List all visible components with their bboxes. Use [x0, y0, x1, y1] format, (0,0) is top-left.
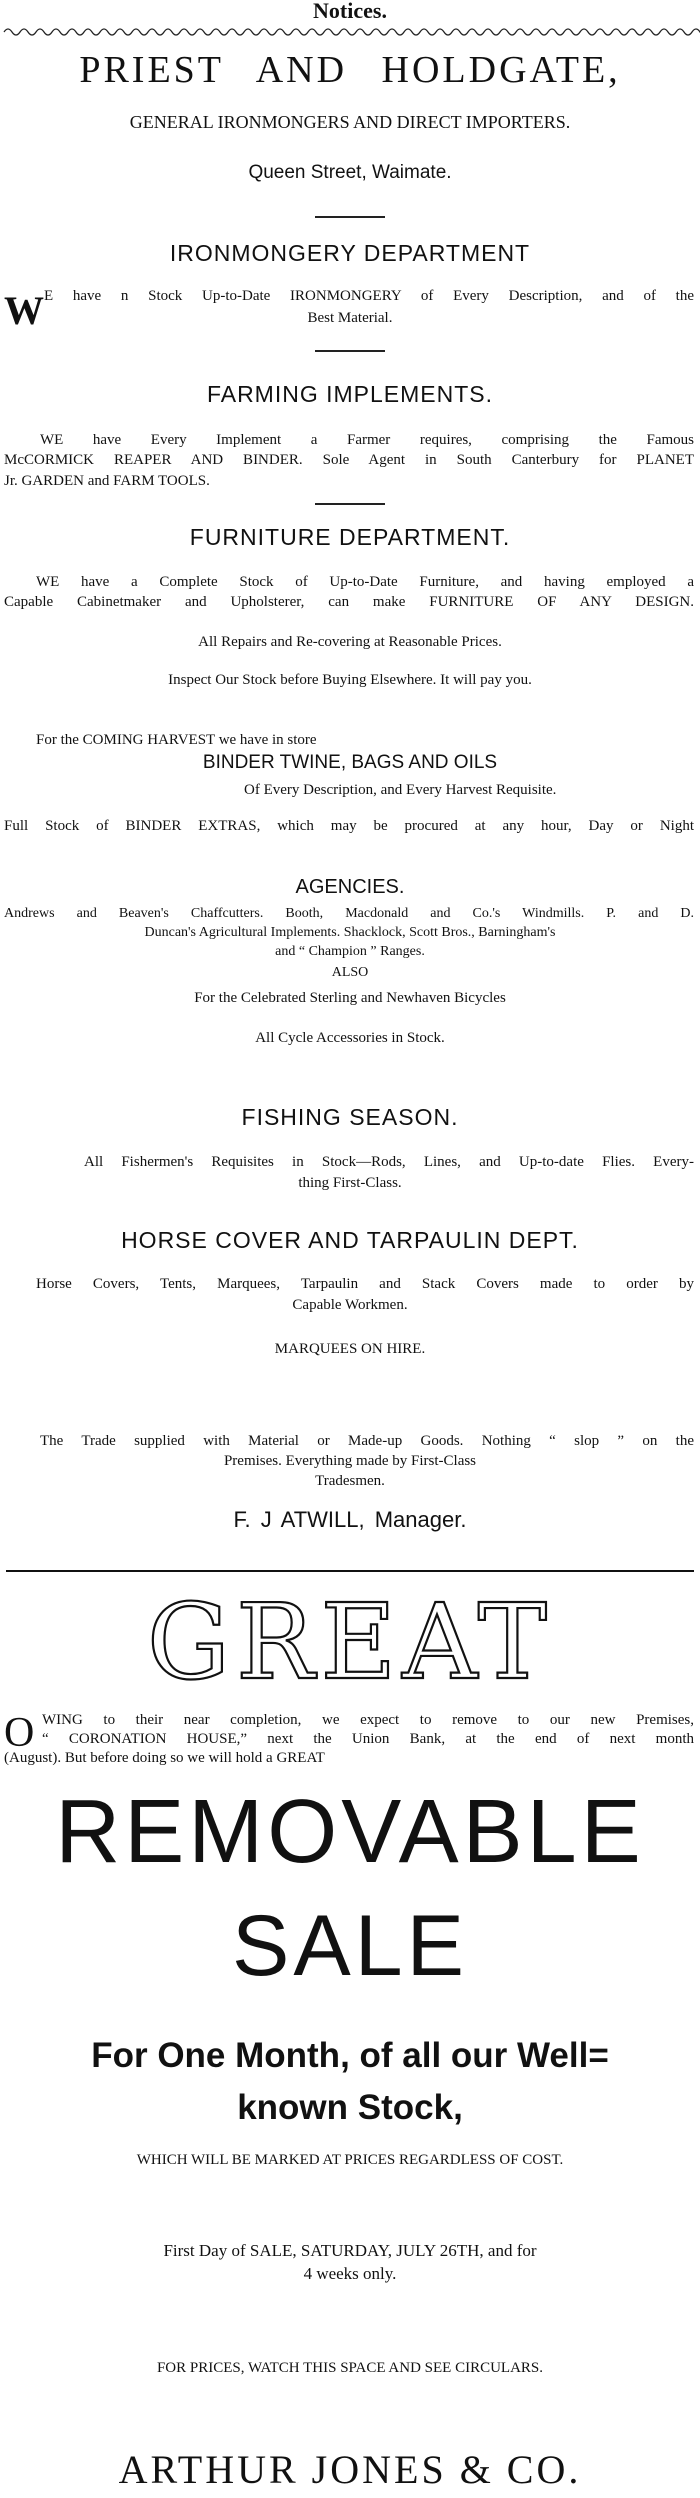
removable-heading: REMOVABLE	[55, 1782, 645, 1882]
ad-separator	[6, 1570, 694, 1572]
trade-line2: Premises. Everything made by First-Class	[223, 1453, 477, 1469]
fishing-line1: All Fishermen's Requisites in Stock—Rods, Lines, and Up-to-date Flies. Every-	[84, 1154, 694, 1170]
furniture-line3: All Repairs and Re-covering at Reasonable Prices.	[198, 634, 502, 650]
furniture-line2: Capable Cabinetmaker and Upholsterer, can make FURNITURE OF ANY DESIGN.	[4, 594, 694, 610]
farming-heading: FARMING IMPLEMENTS.	[206, 381, 494, 407]
signature: ARTHUR JONES & CO.	[118, 2447, 582, 2492]
farming-line3: Jr. GARDEN and FARM TOOLS.	[4, 473, 210, 489]
svg-text:GREAT: GREAT	[146, 1592, 554, 1692]
intro-line1: WING to their near completion, we expect to remove to our new Premises,	[42, 1712, 694, 1728]
first-day-line2: 4 weeks only.	[303, 2264, 397, 2283]
ironmongery-heading: IRONMONGERY DEPARTMENT	[169, 240, 531, 266]
furniture-line4: Inspect Our Stock before Buying Elsewhere. It will pay you.	[168, 672, 532, 688]
short-rule	[315, 350, 385, 352]
notices-title: Notices.	[313, 0, 387, 23]
firm-address: Queen Street, Waimate.	[248, 162, 452, 183]
firm-subtitle: GENERAL IRONMONGERS AND DIRECT IMPORTERS.	[129, 112, 571, 132]
harvest-line2: Of Every Description, and Every Harvest Requisite.	[244, 782, 557, 798]
ironmongery-dropcap: W	[4, 288, 44, 333]
watch-line: FOR PRICES, WATCH THIS SPACE AND SEE CIRCULARS.	[156, 2360, 544, 2376]
agencies-also: ALSO	[331, 965, 369, 980]
horse-heading: HORSE COVER AND TARPAULIN DEPT.	[121, 1227, 579, 1253]
ironmongery-line2: Best Material.	[307, 310, 393, 326]
fishing-line2: thing First-Class.	[298, 1175, 402, 1191]
harvest-line3: Full Stock of BINDER EXTRAS, which may be procured at any hour, Day or Night	[4, 818, 694, 834]
horse-line1: Horse Covers, Tents, Marquees, Tarpaulin and Stack Covers made to order by	[36, 1276, 694, 1292]
firm-name: PRIEST AND HOLDGATE,	[79, 49, 621, 91]
prices-line: WHICH WILL BE MARKED AT PRICES REGARDLESS OF COST.	[136, 2152, 564, 2168]
manager-name: F. J ATWILL, Manager.	[233, 1507, 467, 1532]
horse-line3: MARQUEES ON HIRE.	[274, 1341, 426, 1357]
furniture-heading: FURNITURE DEPARTMENT.	[189, 524, 511, 550]
fishing-heading: FISHING SEASON.	[241, 1104, 459, 1130]
agencies-line5: All Cycle Accessories in Stock.	[255, 1030, 445, 1046]
sale-heading: SALE	[232, 1898, 468, 1994]
intro-line3: (August). But before doing so we will hold a GREAT	[4, 1750, 325, 1766]
short-rule	[315, 216, 385, 218]
intro-dropcap: O	[4, 1710, 35, 1756]
agencies-line3: and “ Champion ” Ranges.	[275, 944, 425, 959]
trade-line3: Tradesmen.	[315, 1473, 385, 1489]
short-rule	[315, 503, 385, 505]
horse-line2: Capable Workmen.	[292, 1297, 408, 1313]
first-day-line1: First Day of SALE, SATURDAY, JULY 26TH, and for	[163, 2241, 537, 2260]
great-display-title	[0, 1592, 700, 1692]
agencies-line4: For the Celebrated Sterling and Newhaven Bicycles	[194, 990, 506, 1006]
harvest-line1: For the COMING HARVEST we have in store	[36, 732, 317, 748]
month-line2: known Stock,	[237, 2088, 463, 2127]
agencies-line2: Duncan's Agricultural Implements. Shacklock, Scott Bros., Barningham's	[144, 925, 556, 940]
farming-line2: McCORMICK REAPER AND BINDER. Sole Agent in South Canterbury for PLANET	[4, 452, 694, 468]
wavy-top-rule	[0, 26, 700, 38]
farming-line1: WE have Every Implement a Farmer requires, comprising the Famous	[40, 432, 694, 448]
agencies-line1: Andrews and Beaven's Chaffcutters. Booth, Macdonald and Co.'s Windmills. P. and D.	[4, 906, 694, 921]
ironmongery-line1: E have n Stock Up-to-Date IRONMONGERY of Every Description, and of the	[44, 288, 694, 304]
agencies-heading: AGENCIES.	[295, 876, 405, 898]
trade-line1: The Trade supplied with Material or Made-up Goods. Nothing “ slop ” on the	[40, 1433, 694, 1449]
furniture-line1: WE have a Complete Stock of Up-to-Date Furniture, and having employed a	[36, 574, 694, 590]
month-line1: For One Month, of all our Well=	[91, 2036, 609, 2075]
intro-line2: “ CORONATION HOUSE,” next the Union Bank, at the end of next month	[42, 1731, 694, 1747]
harvest-heading: BINDER TWINE, BAGS AND OILS	[202, 752, 498, 773]
